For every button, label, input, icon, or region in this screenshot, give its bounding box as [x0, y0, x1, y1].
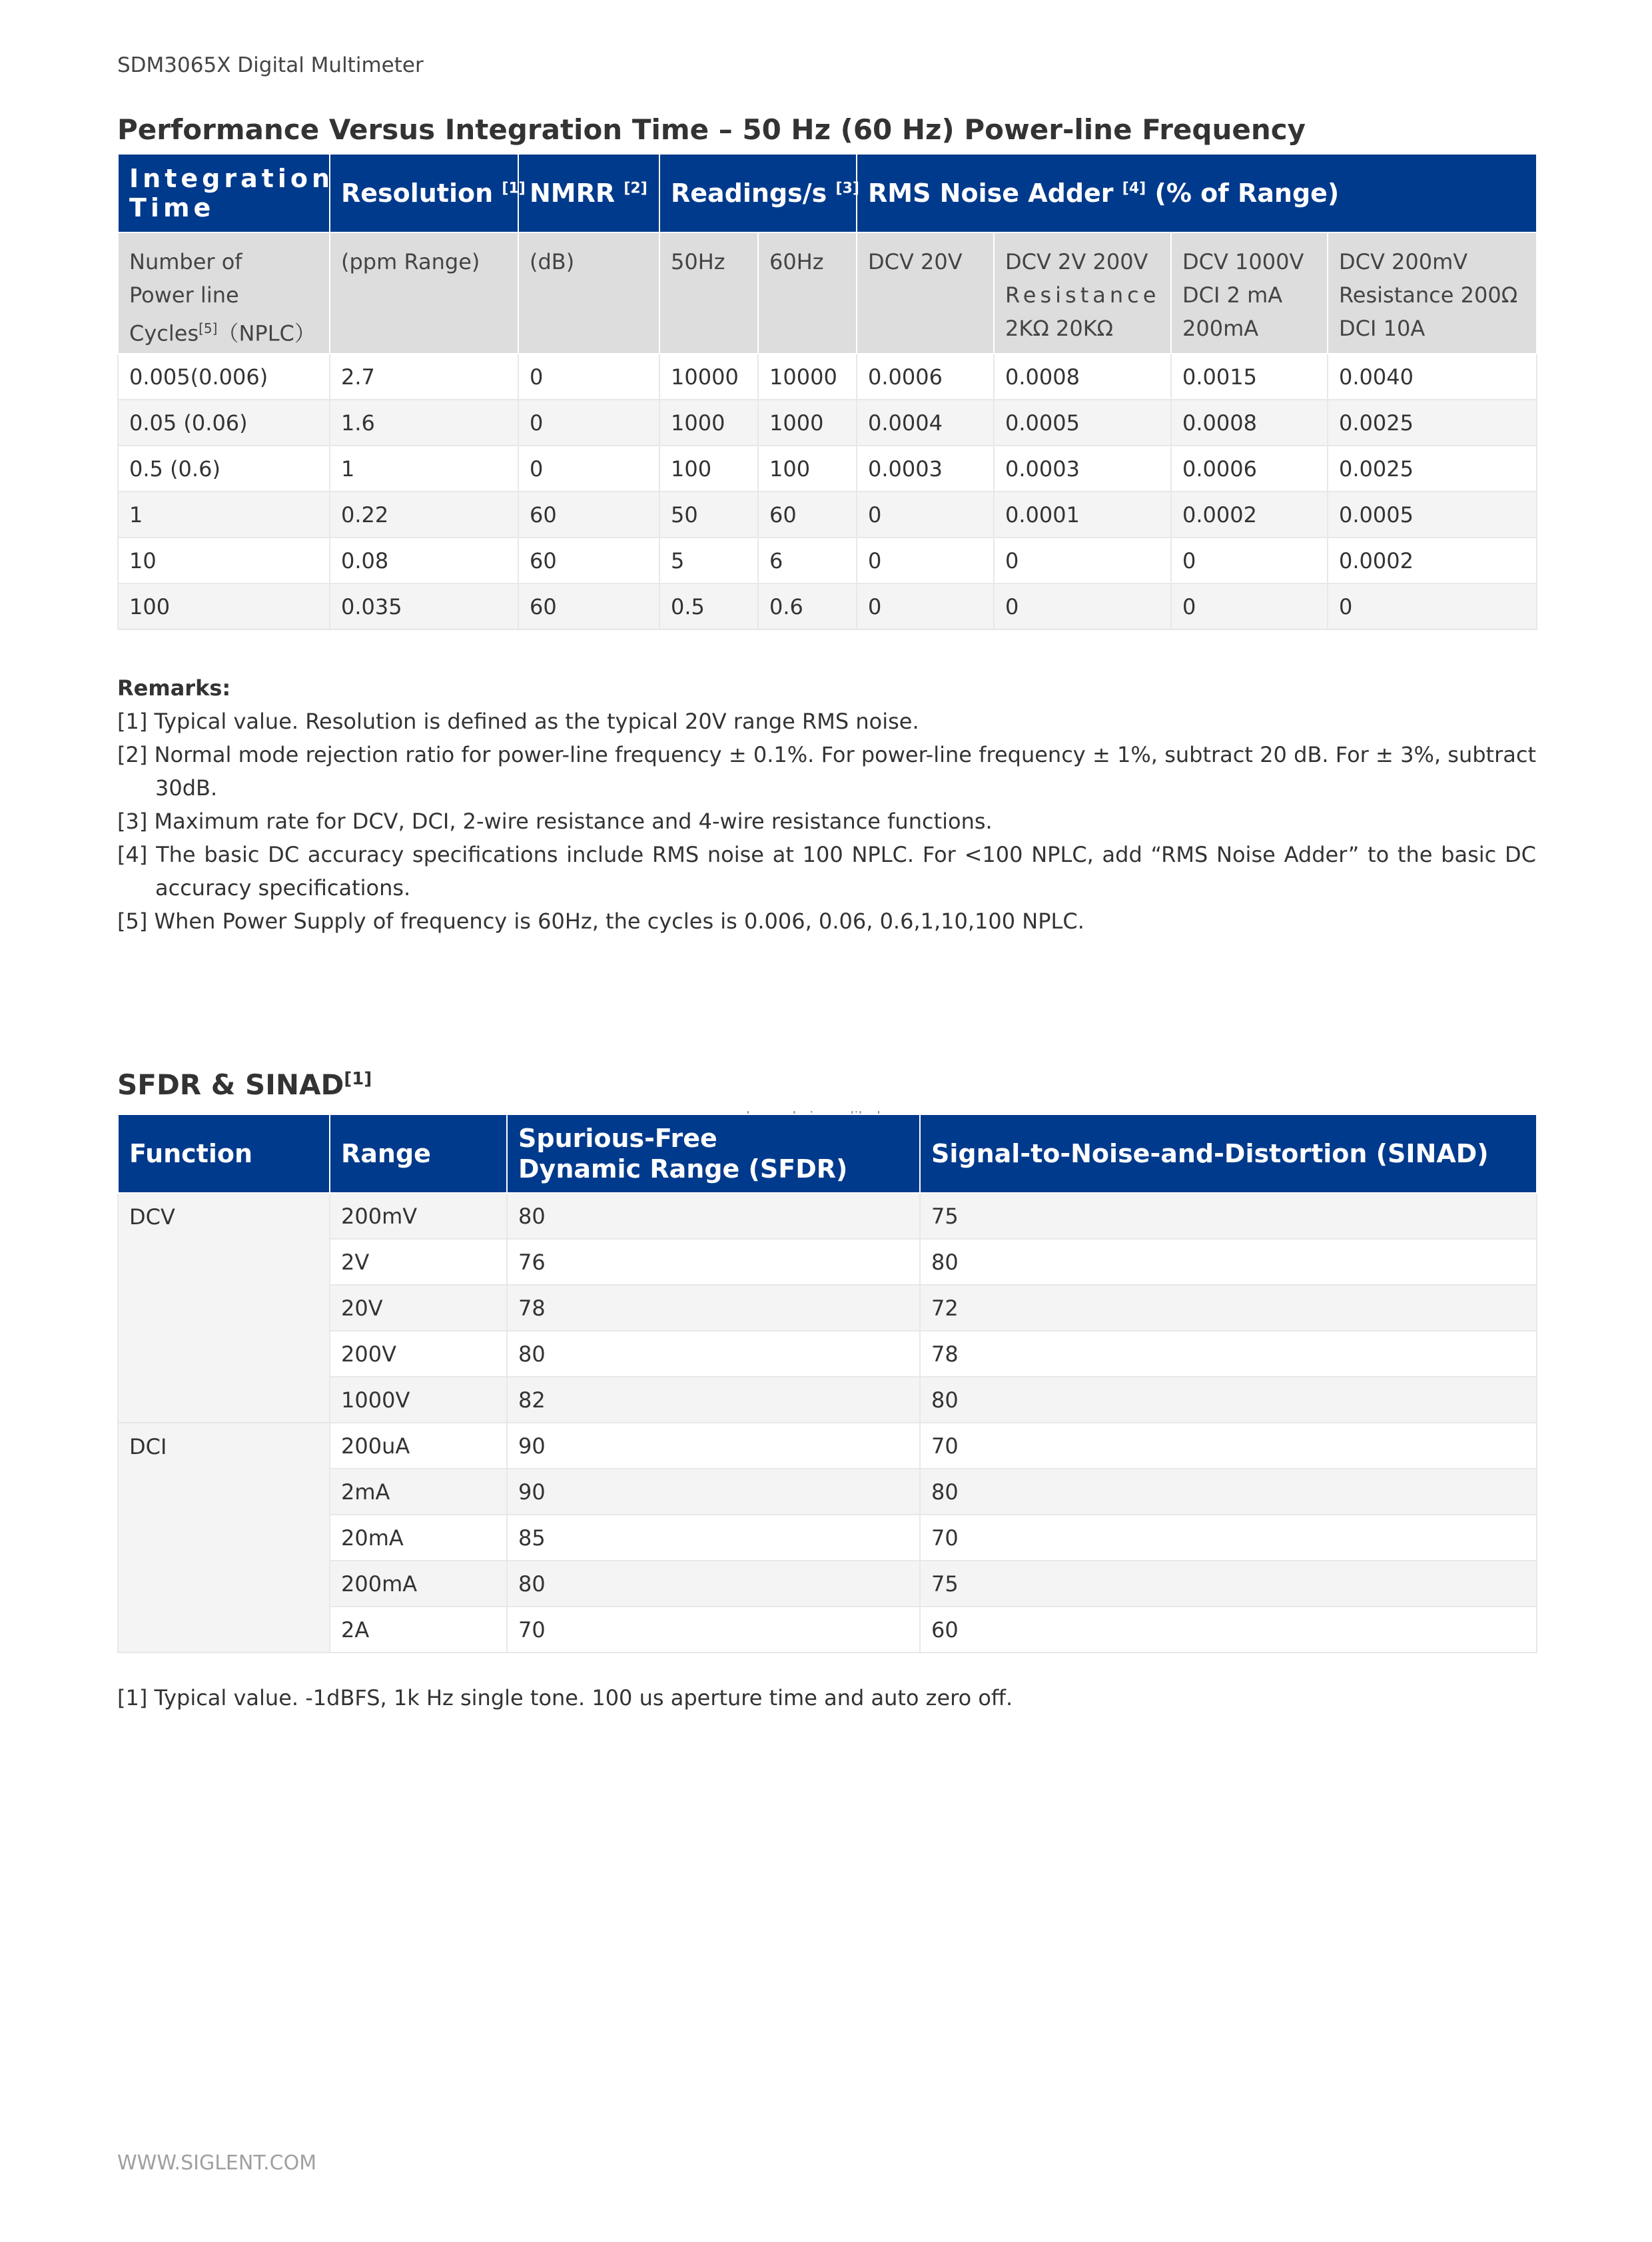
table-row — [118, 1469, 1537, 1515]
table-cell: 6 — [758, 538, 857, 583]
table-cell: 80 — [920, 1239, 1537, 1285]
header-nmrr: NMRR [2] — [518, 154, 659, 232]
table-cell: 50 — [659, 492, 758, 538]
subheader-60hz: 60Hz — [758, 232, 857, 354]
table-cell: 85 — [507, 1515, 920, 1561]
subheader-ppm: (ppm Range) — [330, 232, 518, 354]
table-cell: 76 — [507, 1239, 920, 1285]
table-cell: 0.5 — [659, 583, 758, 629]
table-row — [118, 1607, 1537, 1653]
table-cell: 78 — [920, 1331, 1537, 1377]
table-cell: 72 — [920, 1285, 1537, 1331]
sfdr-section-title: SFDR & SINAD[1] — [117, 1068, 372, 1101]
table-cell: 0.0003 — [857, 446, 994, 492]
table-cell: 70 — [507, 1607, 920, 1653]
remark-item: [5] When Power Supply of frequency is 60Hz, the cycles is 0.006, 0.06, 0.6,1,10,100 NPLC. — [117, 909, 1084, 934]
table-cell: 0.0003 — [994, 446, 1171, 492]
table-cell: 0 — [1171, 583, 1328, 629]
table-cell: 100 — [758, 446, 857, 492]
table-cell: 1 — [330, 446, 518, 492]
table-cell: 0.22 — [330, 492, 518, 538]
table-cell: 200mA — [330, 1561, 507, 1607]
table-cell: 60 — [758, 492, 857, 538]
performance-table — [117, 153, 1537, 630]
remark-item: [3] Maximum rate for DCV, DCI, 2-wire resistance and 4-wire resistance functions. — [117, 809, 993, 834]
table-cell: 82 — [507, 1377, 920, 1423]
table-cell: 100 — [659, 446, 758, 492]
table-row — [118, 538, 1537, 583]
remarks-heading: Remarks: — [117, 675, 231, 701]
table-cell: 60 — [518, 492, 659, 538]
table-cell: 60 — [518, 538, 659, 583]
table-cell: 90 — [507, 1469, 920, 1515]
table-cell: 1.6 — [330, 400, 518, 446]
table-cell: 80 — [507, 1193, 920, 1239]
table-cell: 0.08 — [330, 538, 518, 583]
table-cell: 2mA — [330, 1469, 507, 1515]
table-cell: 1000 — [659, 400, 758, 446]
header-sfdr: Spurious-Free Dynamic Range (SFDR) — [507, 1114, 920, 1193]
table-cell: 0.6 — [758, 583, 857, 629]
table-cell: 0.05 (0.06) — [118, 400, 330, 446]
table-row — [118, 1561, 1537, 1607]
performance-header-row — [118, 154, 1537, 232]
table-cell: 0.0006 — [857, 354, 994, 400]
table-row — [118, 583, 1537, 629]
table-cell: 0 — [994, 583, 1171, 629]
table-cell: 0.0015 — [1171, 354, 1328, 400]
table-cell: 10000 — [659, 354, 758, 400]
table-cell: 60 — [920, 1607, 1537, 1653]
sfdr-header-row — [118, 1114, 1537, 1193]
table-cell: 0.0025 — [1328, 446, 1537, 492]
table-cell: 75 — [920, 1561, 1537, 1607]
table-cell: 0 — [994, 538, 1171, 583]
table-cell: 80 — [920, 1469, 1537, 1515]
table-cell: 0.5 (0.6) — [118, 446, 330, 492]
table-cell: 0 — [518, 446, 659, 492]
table-cell: 100 — [118, 583, 330, 629]
table-cell: 80 — [920, 1377, 1537, 1423]
table-cell: 0.0004 — [857, 400, 994, 446]
header-rms-noise-adder: RMS Noise Adder [4] (% of Range) — [857, 154, 1537, 232]
header-readings: Readings/s [3] — [659, 154, 857, 232]
table-cell: 0.0025 — [1328, 400, 1537, 446]
table-cell: 0 — [518, 354, 659, 400]
table-cell: 78 — [507, 1285, 920, 1331]
table-cell: 200V — [330, 1331, 507, 1377]
remark-item: [1] Typical value. Resolution is defined as the typical 20V range RMS noise. — [117, 709, 919, 734]
table-cell: 200mV — [330, 1193, 507, 1239]
table-cell: 0 — [857, 538, 994, 583]
footer-url: WWW.SIGLENT.COM — [117, 2151, 317, 2175]
table-cell: 0 — [518, 400, 659, 446]
table-row — [118, 446, 1537, 492]
subheader-dcv1000: DCV 1000V DCI 2 mA 200mA — [1171, 232, 1328, 354]
table-row — [118, 1515, 1537, 1561]
table-cell: 1 — [118, 492, 330, 538]
subheader-dcv20: DCV 20V — [857, 232, 994, 354]
sfdr-note: [1] Typical value. -1dBFS, 1k Hz single tone. 100 us aperture time and auto zero off. — [117, 1685, 1013, 1710]
table-cell: 20V — [330, 1285, 507, 1331]
header-resolution: Resolution [1] — [330, 154, 518, 232]
table-cell: 0.0008 — [1171, 400, 1328, 446]
header-sinad: Signal-to-Noise-and-Distortion (SINAD) — [920, 1114, 1537, 1193]
header-integration-time: Integration Time — [118, 154, 330, 232]
table-cell: 0 — [1171, 538, 1328, 583]
table-cell: 75 — [920, 1193, 1537, 1239]
page-header: SDM3065X Digital Multimeter — [117, 53, 424, 77]
table-cell: 5 — [659, 538, 758, 583]
table-row — [118, 1285, 1537, 1331]
table-cell: 20mA — [330, 1515, 507, 1561]
subheader-dcv2-200: DCV 2V 200V Resistance 2KΩ 20KΩ — [994, 232, 1171, 354]
header-range: Range — [330, 1114, 507, 1193]
table-cell: 0.0040 — [1328, 354, 1537, 400]
table-cell: 80 — [507, 1331, 920, 1377]
function-cell: DCI — [118, 1423, 330, 1653]
table-cell: 70 — [920, 1515, 1537, 1561]
table-cell: 0.0006 — [1171, 446, 1328, 492]
table-cell: 60 — [518, 583, 659, 629]
table-cell: 2.7 — [330, 354, 518, 400]
table-cell: 0.035 — [330, 583, 518, 629]
table-row — [118, 492, 1537, 538]
table-row — [118, 1377, 1537, 1423]
table-cell: 1000 — [758, 400, 857, 446]
table-cell: 0.0002 — [1171, 492, 1328, 538]
table-cell: 0.005(0.006) — [118, 354, 330, 400]
table-cell: 70 — [920, 1423, 1537, 1469]
sfdr-table — [117, 1114, 1537, 1653]
header-function: Function — [118, 1114, 330, 1193]
table-row — [118, 1331, 1537, 1377]
table-cell: 0 — [857, 492, 994, 538]
remark-item: [4] The basic DC accuracy specifications include RMS noise at 100 NPLC. For <100 NPLC, add “RMS Noise Adder” to the basic DC accuracy specifications. — [117, 842, 1536, 901]
subheader-dcv200mv: DCV 200mV Resistance 200Ω DCI 10A — [1328, 232, 1537, 354]
table-cell: 2A — [330, 1607, 507, 1653]
table-cell: 0.0005 — [1328, 492, 1537, 538]
table-cell: 0.0008 — [994, 354, 1171, 400]
remark-item: [2] Normal mode rejection ratio for power-line frequency ± 0.1%. For power-line frequency ± 1%, subtract 20 dB. For ± 3%, subtract 30dB. — [117, 742, 1536, 801]
function-cell: DCV — [118, 1193, 330, 1423]
table-cell: 200uA — [330, 1423, 507, 1469]
table-cell: 0.0002 — [1328, 538, 1537, 583]
performance-subheader-row — [118, 232, 1537, 354]
table-cell: 10000 — [758, 354, 857, 400]
table-cell: 0 — [857, 583, 994, 629]
table-cell: 0 — [1328, 583, 1537, 629]
performance-section-title: Performance Versus Integration Time – 50 Hz (60 Hz) Power-line Frequency — [117, 113, 1306, 146]
table-cell: 10 — [118, 538, 330, 583]
remarks — [117, 671, 1536, 938]
subheader-db: (dB) — [518, 232, 659, 354]
subheader-nplc: Number of Power line Cycles[5]（NPLC） — [118, 232, 330, 354]
table-cell: 1000V — [330, 1377, 507, 1423]
table-cell: 2V — [330, 1239, 507, 1285]
table-row — [118, 1239, 1537, 1285]
table-row — [118, 354, 1537, 400]
table-cell: 0.0005 — [994, 400, 1171, 446]
table-cell: 90 — [507, 1423, 920, 1469]
table-row — [118, 1423, 1537, 1469]
subheader-50hz: 50Hz — [659, 232, 758, 354]
table-cell: 0.0001 — [994, 492, 1171, 538]
table-cell: 80 — [507, 1561, 920, 1607]
table-row — [118, 400, 1537, 446]
table-row — [118, 1193, 1537, 1239]
